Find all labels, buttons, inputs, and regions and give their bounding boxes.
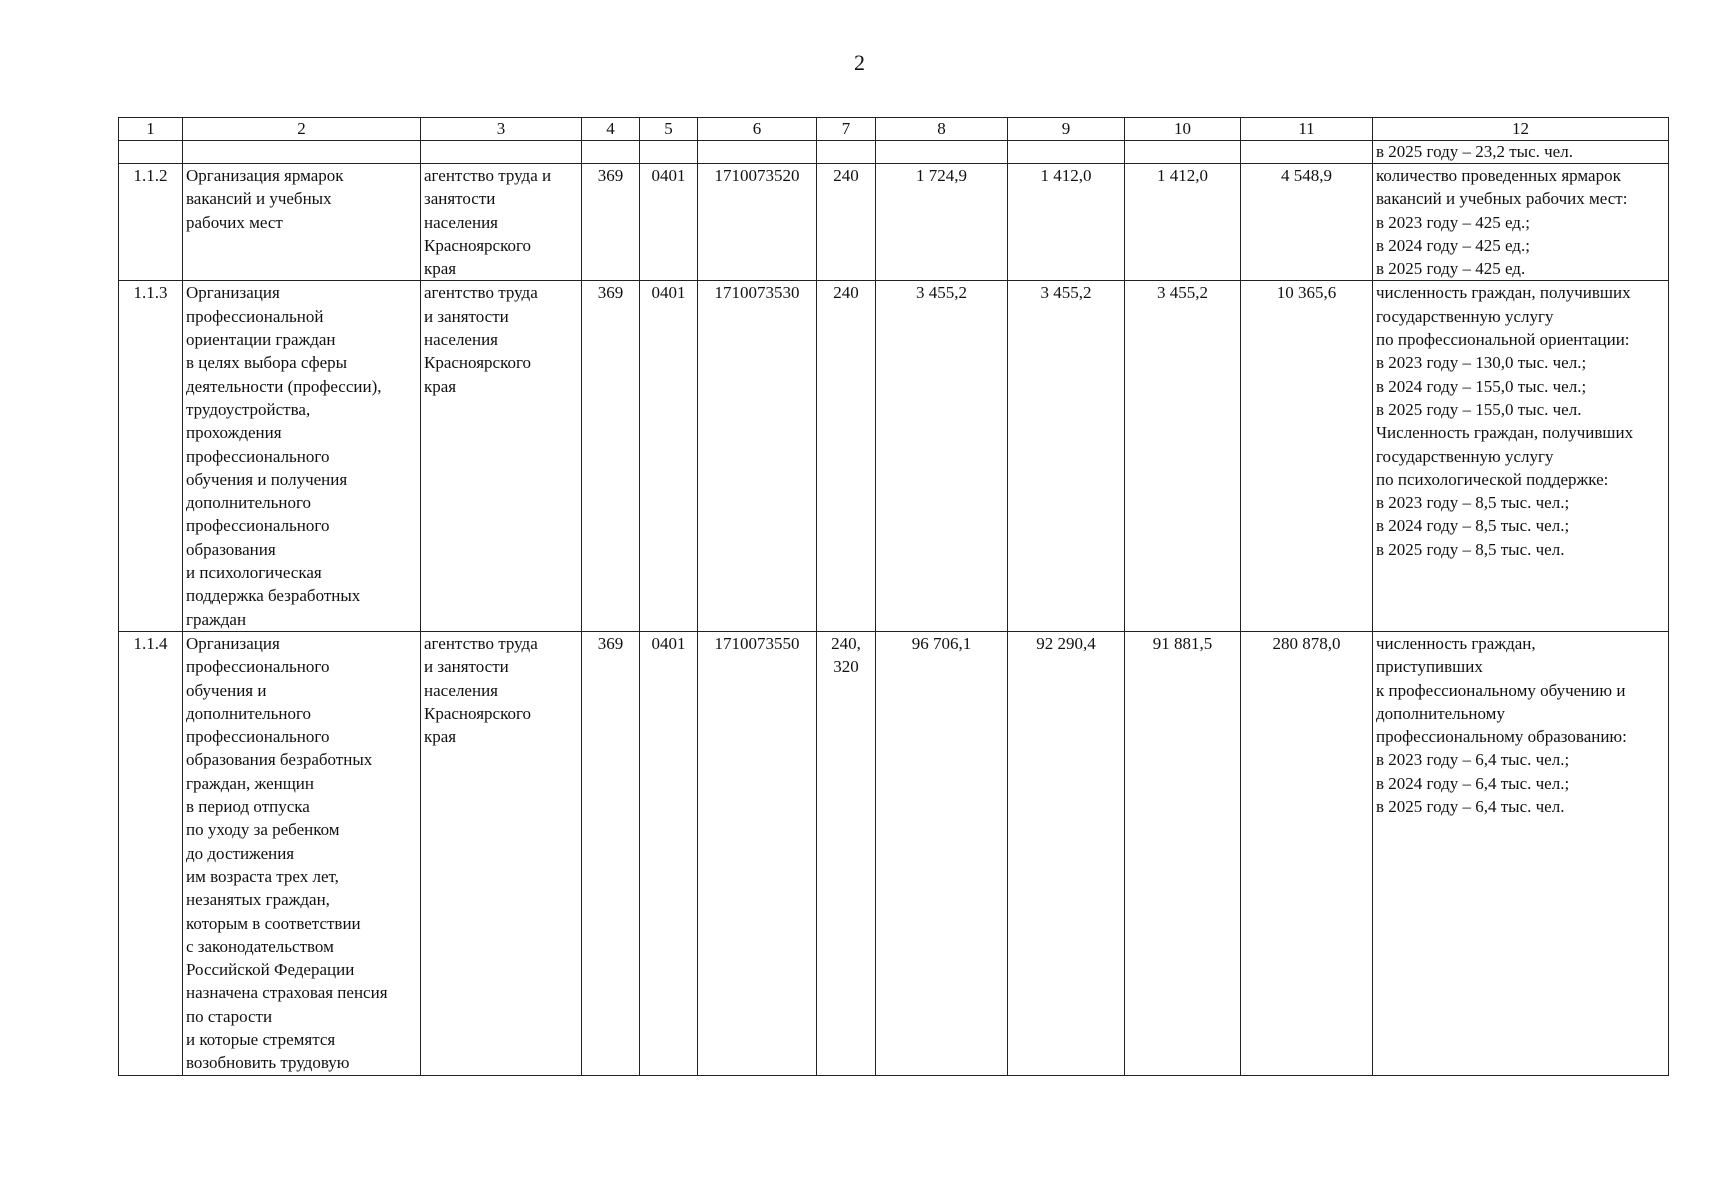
activity-name-line: Организация (186, 633, 280, 653)
activity-name-line: с законодательством (186, 936, 334, 956)
table-row (119, 164, 1669, 281)
indicator-cell (1373, 631, 1669, 1075)
activity-name-line: Организация ярмарок (186, 166, 344, 185)
agency-line: населения (424, 330, 498, 350)
activity-name-line: вакансий и учебных (186, 189, 332, 209)
activity-name-line: граждан, женщин (186, 773, 315, 793)
activity-name-line: трудоустройства, (186, 399, 311, 419)
amount-2023-cell: 96 706,1 (876, 631, 1008, 1075)
agency-cell (421, 631, 582, 1075)
amount-2025-cell: 3 455,2 (1125, 281, 1241, 631)
amount-total-cell: 10 365,6 (1241, 281, 1373, 631)
indicator-cell (1373, 164, 1669, 281)
activity-name-line: которым в соответствии (186, 913, 361, 933)
indicator-line: в 2024 году – 6,4 тыс. чел.; (1376, 773, 1570, 793)
header-cell: 11 (1241, 118, 1373, 141)
expense-type-line: 240, (831, 633, 861, 653)
activity-name-line: образования безработных (186, 750, 373, 770)
activity-name-line: в целях выбора сферы (186, 353, 348, 373)
indicator-line: Численность граждан, получивших (1376, 423, 1634, 443)
header-cell: 5 (640, 118, 698, 141)
indicator-line: в 2025 году – 6,4 тыс. чел. (1376, 797, 1565, 817)
indicator-line: в 2024 году – 155,0 тыс. чел.; (1376, 376, 1587, 396)
indicator-line: по профессиональной ориентации: (1376, 330, 1630, 350)
activity-name-line: и психологическая (186, 563, 322, 583)
header-cell: 2 (183, 118, 421, 141)
activity-name-line: назначена страховая пенсия (186, 983, 388, 1003)
section-code-cell: 0401 (640, 164, 698, 281)
activity-name-line: по старости (186, 1006, 273, 1026)
indicator-line: государственную услугу (1376, 306, 1554, 326)
indicator-line: количество проведенных ярмарок (1376, 166, 1621, 185)
target-article-cell: 1710073520 (698, 164, 817, 281)
indicator-line: в 2025 году – 23,2 тыс. чел. (1376, 142, 1573, 161)
expense-type-cell (817, 281, 876, 631)
amount-total-cell: 280 878,0 (1241, 631, 1373, 1075)
indicator-line: в 2023 году – 6,4 тыс. чел.; (1376, 750, 1570, 770)
header-cell: 9 (1008, 118, 1125, 141)
activity-name-line: по уходу за ребенком (186, 820, 340, 840)
activity-name-line: дополнительного (186, 703, 312, 723)
agency-line: населения (424, 680, 498, 700)
code-cell: 369 (582, 281, 640, 631)
activity-name-line: незанятых граждан, (186, 890, 330, 910)
activity-name-line: профессионального (186, 657, 330, 677)
expense-type-line: 320 (833, 657, 859, 677)
carry-over-row (119, 141, 1669, 164)
header-cell: 6 (698, 118, 817, 141)
header-cell: 8 (876, 118, 1008, 141)
item-number-cell: 1.1.3 (119, 281, 183, 631)
activity-name-line: профессионального (186, 516, 330, 536)
indicator-line: в 2025 году – 8,5 тыс. чел. (1376, 539, 1565, 559)
agency-line: и занятости (424, 657, 509, 677)
agency-line: агентство труда (424, 283, 538, 303)
amount-2024-cell: 92 290,4 (1008, 631, 1125, 1075)
activity-name-line: поддержка безработных (186, 586, 361, 606)
activity-name-line: Организация (186, 283, 280, 303)
code-cell: 369 (582, 164, 640, 281)
activity-name-line: и которые стремятся (186, 1029, 336, 1049)
agency-line: края (424, 259, 457, 279)
activity-name-line: рабочих мест (186, 212, 283, 232)
expense-type-line: 240 (833, 166, 859, 185)
agency-line: и занятости (424, 306, 509, 326)
indicator-cell (1373, 281, 1669, 631)
section-code-cell: 0401 (640, 631, 698, 1075)
indicator-cell (1373, 141, 1669, 164)
indicator-line: в 2025 году – 425 ед. (1376, 259, 1526, 279)
indicator-line: в 2023 году – 130,0 тыс. чел.; (1376, 353, 1587, 373)
activity-name-line: образования (186, 539, 276, 559)
amount-2025-cell: 1 412,0 (1125, 164, 1241, 281)
page-number: 2 (854, 50, 865, 75)
target-article-cell: 1710073530 (698, 281, 817, 631)
amount-2025-cell: 91 881,5 (1125, 631, 1241, 1075)
activity-name-line: профессионального (186, 727, 330, 747)
indicator-line: в 2025 году – 155,0 тыс. чел. (1376, 399, 1582, 419)
activity-name-line: профессиональной (186, 306, 324, 326)
program-table (118, 117, 1669, 1076)
activity-name-line: профессионального (186, 446, 330, 466)
agency-cell (421, 281, 582, 631)
agency-cell (421, 164, 582, 281)
agency-line: агентство труда и (424, 166, 552, 185)
activity-name-line: прохождения (186, 423, 282, 443)
indicator-line: вакансий и учебных рабочих мест: (1376, 189, 1628, 209)
target-article-cell: 1710073550 (698, 631, 817, 1075)
item-number-cell: 1.1.2 (119, 164, 183, 281)
indicator-line: к профессиональному обучению и (1376, 680, 1626, 700)
activity-name-line: ориентации граждан (186, 330, 336, 350)
amount-total-cell: 4 548,9 (1241, 164, 1373, 281)
indicator-line: в 2023 году – 425 ед.; (1376, 212, 1530, 232)
table-row (119, 631, 1669, 1075)
indicator-line: в 2024 году – 8,5 тыс. чел.; (1376, 516, 1570, 536)
code-cell: 369 (582, 631, 640, 1075)
indicator-line: профессиональному образованию: (1376, 727, 1627, 747)
column-number-row (119, 118, 1669, 141)
agency-line: Красноярского (424, 235, 532, 255)
agency-line: края (424, 376, 457, 396)
activity-name-line: обучения и (186, 680, 267, 700)
activity-name-line: обучения и получения (186, 469, 348, 489)
amount-2024-cell: 1 412,0 (1008, 164, 1125, 281)
activity-name-line: деятельности (профессии), (186, 376, 382, 396)
activity-name-cell (183, 631, 421, 1075)
indicator-line: государственную услугу (1376, 446, 1554, 466)
amount-2023-cell: 3 455,2 (876, 281, 1008, 631)
header-cell: 12 (1373, 118, 1669, 141)
table-row (119, 281, 1669, 631)
section-code-cell: 0401 (640, 281, 698, 631)
activity-name-line: им возраста трех лет, (186, 866, 339, 886)
agency-line: Красноярского (424, 353, 532, 373)
activity-name-line: граждан (186, 609, 247, 629)
activity-name-line: дополнительного (186, 493, 312, 513)
agency-line: края (424, 727, 457, 747)
expense-type-line: 240 (833, 283, 859, 303)
agency-line: населения (424, 212, 498, 232)
activity-name-line: в период отпуска (186, 797, 310, 817)
agency-line: занятости (424, 189, 496, 209)
agency-line: Красноярского (424, 703, 532, 723)
header-cell: 7 (817, 118, 876, 141)
amount-2024-cell: 3 455,2 (1008, 281, 1125, 631)
header-cell: 3 (421, 118, 582, 141)
activity-name-line: Российской Федерации (186, 960, 355, 980)
indicator-line: численность граждан, получивших (1376, 283, 1631, 303)
activity-name-cell (183, 164, 421, 281)
header-cell: 1 (119, 118, 183, 141)
indicator-line: численность граждан, (1376, 633, 1536, 653)
agency-line: агентство труда (424, 633, 538, 653)
item-number-cell: 1.1.4 (119, 631, 183, 1075)
activity-name-line: возобновить трудовую (186, 1053, 350, 1073)
indicator-line: в 2023 году – 8,5 тыс. чел.; (1376, 493, 1570, 513)
indicator-line: по психологической поддержке: (1376, 469, 1609, 489)
indicator-line: в 2024 году – 425 ед.; (1376, 235, 1530, 255)
expense-type-cell (817, 164, 876, 281)
amount-2023-cell: 1 724,9 (876, 164, 1008, 281)
header-cell: 10 (1125, 118, 1241, 141)
indicator-line: приступивших (1376, 657, 1483, 677)
expense-type-cell (817, 631, 876, 1075)
activity-name-line: до достижения (186, 843, 295, 863)
header-cell: 4 (582, 118, 640, 141)
activity-name-cell (183, 281, 421, 631)
indicator-line: дополнительному (1376, 703, 1505, 723)
